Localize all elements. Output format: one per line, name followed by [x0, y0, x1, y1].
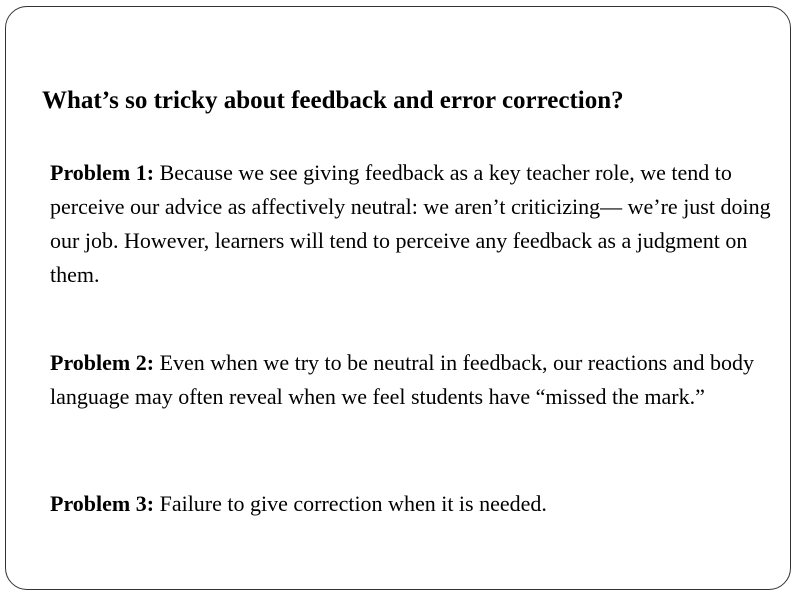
problem-3-text: Failure to give correction when it is needed. — [159, 491, 547, 516]
problem-1-text: Because we see giving feedback as a key teacher role, we tend to perceive our advice as affectively neutral: we aren’t criticizing— we’re just doing our job. However, learners will tend to perceive any feedback as a judgment on them. — [50, 160, 771, 287]
problem-1-paragraph — [50, 156, 780, 292]
problem-3-label: Problem 3: — [50, 491, 155, 516]
problem-2-paragraph — [50, 346, 780, 414]
problem-3-paragraph — [50, 487, 780, 521]
problem-2-label: Problem 2: — [50, 350, 155, 375]
problem-2-text: Even when we try to be neutral in feedback, our reactions and body language may often reveal when we feel students have “missed the mark.” — [50, 350, 754, 409]
slide-title: What’s so tricky about feedback and error correction? — [42, 87, 624, 114]
problem-1-label: Problem 1: — [50, 160, 155, 185]
